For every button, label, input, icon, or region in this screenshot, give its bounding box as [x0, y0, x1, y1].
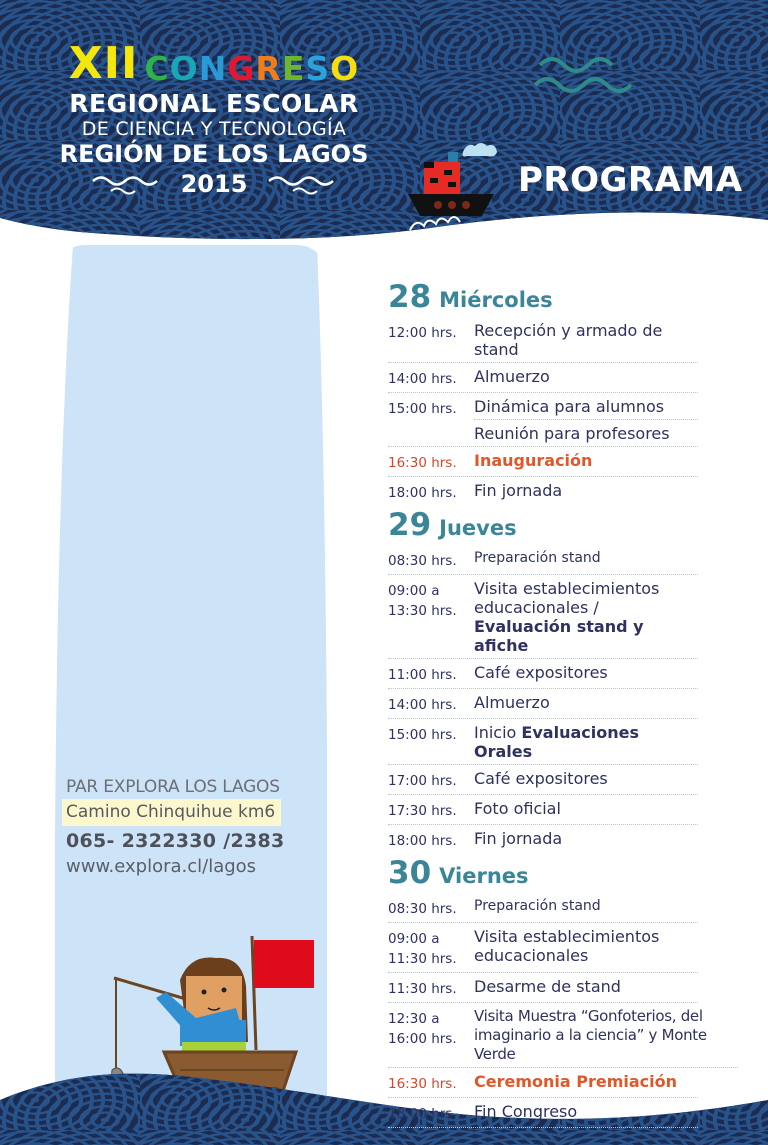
title-ordinal: XII [68, 38, 139, 89]
event-desc: Ceremonia Premiación [474, 1072, 678, 1091]
schedule-row-highlight [388, 1068, 698, 1098]
event-time-start: 09:00 a [388, 931, 440, 947]
event-desc: Preparación stand [474, 550, 601, 566]
congreso-letter: S [305, 49, 331, 88]
schedule-row [388, 795, 698, 825]
day-number: 30 [388, 855, 432, 891]
event-desc: Preparación stand [474, 898, 601, 914]
event-time-end: 13:30 hrs. [388, 603, 457, 619]
day-name: Viernes [439, 864, 529, 888]
congreso-letter: O [169, 49, 199, 88]
schedule-row-highlight [388, 447, 698, 477]
event-desc: Café expositores [474, 769, 608, 788]
schedule-row [388, 765, 698, 795]
day-heading [388, 508, 708, 545]
event-desc: Desarme de stand [474, 977, 621, 996]
schedule-row [388, 893, 698, 923]
title-congreso [144, 49, 360, 88]
schedule-row [388, 317, 698, 363]
event-time-start: 12:30 a [388, 1011, 440, 1027]
event-desc: Recepción y armado de stand [474, 321, 663, 359]
congreso-letter: R [255, 49, 282, 88]
schedule-row [388, 923, 698, 973]
event-time: 08:30 hrs. [388, 553, 457, 569]
event-title [58, 40, 370, 198]
schedule [388, 280, 708, 1128]
event-desc: Almuerzo [474, 693, 550, 712]
event-desc: Inauguración [474, 451, 593, 470]
schedule-row [388, 825, 698, 854]
wave-ornament-icon [91, 173, 161, 195]
event-desc: Fin Congreso [474, 1102, 578, 1121]
event-desc-plain: Inicio [474, 723, 522, 742]
event-time [388, 927, 474, 969]
schedule-row [388, 973, 698, 1003]
event-time: 12:00 hrs. [388, 325, 457, 341]
schedule-row [388, 575, 698, 659]
schedule-row [388, 477, 698, 506]
event-time: 17:00 hrs. [388, 773, 457, 789]
event-time: 18:00 hrs. [388, 485, 457, 501]
congreso-letter: O [330, 49, 360, 88]
event-desc [474, 579, 698, 655]
day-heading [388, 280, 708, 317]
event-desc: Fin jornada [474, 829, 563, 848]
event-desc [474, 723, 698, 761]
day-29 [388, 508, 708, 854]
schedule-row [388, 659, 698, 689]
schedule-row [388, 420, 698, 447]
day-heading [388, 856, 708, 893]
event-time: 15:00 hrs. [388, 401, 457, 417]
event-desc: Fin jornada [474, 481, 563, 500]
contact-website[interactable]: www.explora.cl/lagos [66, 856, 257, 877]
contact-phone: 065- 2322330 /2383 [66, 830, 285, 852]
event-time [388, 1007, 474, 1064]
event-time-end: 16:00 hrs. [388, 1031, 457, 1047]
day-number: 29 [388, 507, 432, 543]
contact-org: PAR EXPLORA LOS LAGOS [66, 777, 280, 797]
event-time [388, 579, 474, 655]
event-desc: Reunión para profesores [474, 424, 670, 443]
congreso-letter: G [227, 49, 256, 88]
event-time-start: 09:00 a [388, 583, 440, 599]
schedule-row [388, 719, 698, 765]
wave-ornament-icon [267, 173, 337, 195]
day-30 [388, 856, 708, 1128]
event-time [388, 424, 474, 443]
schedule-row [388, 1098, 698, 1128]
steamboat-illustration-icon [398, 138, 508, 238]
event-desc: Almuerzo [474, 367, 550, 386]
event-desc-bold: Evaluaciones Orales [474, 723, 639, 761]
congreso-letter: N [198, 49, 228, 88]
event-time: 08:30 hrs. [388, 901, 457, 917]
event-desc: Café expositores [474, 663, 608, 682]
event-time: 11:30 hrs. [388, 981, 457, 997]
day-name: Miércoles [439, 288, 553, 312]
event-time: 16:30 hrs. [388, 1076, 457, 1092]
decorative-wave-icon [530, 50, 640, 95]
day-number: 28 [388, 279, 432, 315]
event-desc: Dinámica para alumnos [474, 397, 698, 420]
title-year: 2015 [180, 170, 248, 198]
event-time-end: 11:30 hrs. [388, 951, 457, 967]
title-line-region: REGIÓN DE LOS LAGOS [59, 140, 369, 168]
event-desc: Visita Muestra “Gonfoterios, del imaginario a la ciencia” y Monte Verde [474, 1007, 707, 1063]
event-time: 18:00 hrs. [388, 833, 457, 849]
event-time: 18:00 hrs. [388, 1106, 457, 1122]
event-time: 15:00 hrs. [388, 727, 457, 743]
event-time: 14:00 hrs. [388, 697, 457, 713]
section-title: PROGRAMA [518, 160, 743, 200]
event-desc-bold: Evaluación stand y afiche [474, 617, 644, 655]
day-name: Jueves [439, 516, 517, 540]
event-time: 14:00 hrs. [388, 371, 457, 387]
schedule-row [388, 1003, 738, 1068]
schedule-row [388, 393, 698, 420]
schedule-row [388, 545, 698, 575]
event-desc: Foto oficial [474, 799, 561, 818]
title-line-regional: REGIONAL ESCOLAR [69, 89, 359, 118]
schedule-row [388, 363, 698, 393]
day-28 [388, 280, 708, 506]
event-time: 16:30 hrs. [388, 455, 457, 471]
congreso-letter: C [144, 49, 170, 88]
event-time: 11:00 hrs. [388, 667, 457, 683]
title-line-ciencia: DE CIENCIA Y TECNOLOGÍA [81, 118, 347, 140]
event-time: 17:30 hrs. [388, 803, 457, 819]
event-desc-plain: Visita establecimientos educacionales / [474, 579, 660, 617]
contact-address: Camino Chinquihue km6 [62, 799, 281, 826]
contact-info [66, 775, 296, 880]
event-desc: Visita establecimientos educacionales [474, 927, 660, 965]
schedule-row [388, 689, 698, 719]
congreso-letter: E [281, 49, 306, 88]
